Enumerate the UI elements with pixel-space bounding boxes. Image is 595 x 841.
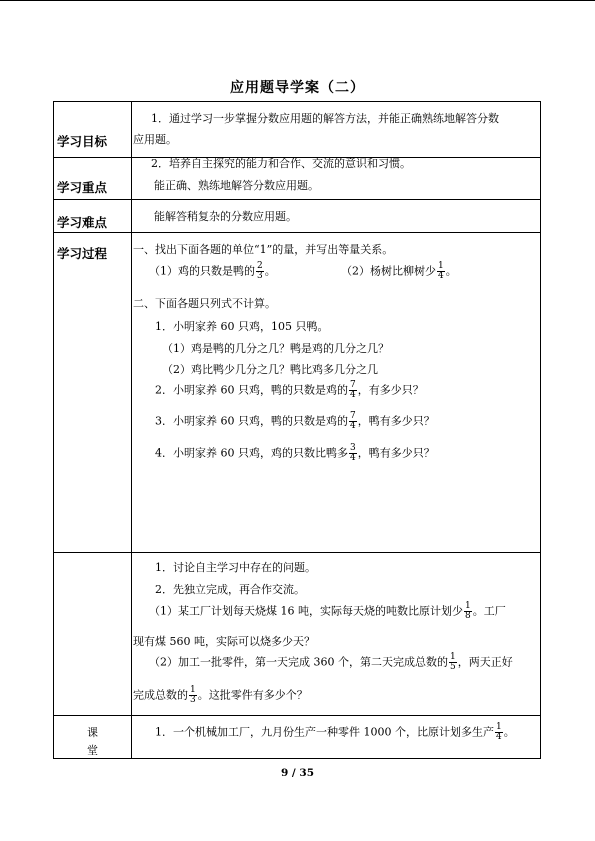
problem-2-tail: ，两天正好 [457,655,513,669]
section-1-heading: 一、找出下面各题的单位“1”的量，并写出等量关系。 [133,243,394,256]
difficulty-text: 能解答稍复杂的分数应用题。 [154,210,297,223]
row-divider [54,199,540,200]
s1-item-1: （1）鸡的只数是鸭的 $\frac{2}{3}$ 。 [149,261,276,281]
difficulty-label: 学习难点 [57,215,108,230]
top-border-line [0,0,595,1]
discussion-1: 1．讨论自主学习中存在的问题。 [155,561,316,574]
question-2 [155,381,424,400]
s1-item-1-text: （1）鸡的只数是鸭的 [149,264,255,278]
section-2-heading: 二、下面各题只列式不计算。 [133,297,276,310]
numerator: 2 [257,261,263,271]
problem-2 [149,653,513,672]
class-problem-1-tail: 。 [503,725,515,739]
column-divider [131,102,132,758]
key-point-text: 能正确、熟练地解答分数应用题。 [154,179,319,192]
fraction [464,602,472,621]
row-divider [54,552,540,553]
discussion-2: 2．先独立完成，再合作交流。 [155,583,305,596]
fraction [349,412,357,431]
class-label-1: 课 [87,726,98,739]
problem-1 [149,602,506,621]
denominator: 4 [438,271,444,281]
numerator: 1 [438,261,444,271]
question-1: 1．小明家养 60 只鸡，105 只鸭。 [155,320,329,333]
fraction [437,262,445,281]
question-4-tail: ，鸭有多少只？ [357,446,435,460]
problem-1-text: （1）某工厂计划每天烧煤 16 吨，实际每天烧的吨数比原计划少 [149,604,463,618]
question-3 [155,412,435,431]
problem-2-cont [133,686,308,705]
page-number: 9 / 35 [280,767,315,779]
denominator: 3 [257,271,263,281]
worksheet-table [53,101,541,759]
fraction [349,444,357,463]
goal-label: 学习目标 [57,134,108,149]
denominator: 4 [350,421,356,431]
problem-2-text: （2）加工一批零件，第一天完成 360 个，第二天完成总数的 [149,655,448,669]
problem-2-cont-tail: 。这批零件有多少个？ [197,688,308,702]
denominator: 4 [350,390,356,400]
goal-text-1a: 1．通过学习一步掌握分数应用题的解答方法，并能正确熟练地解答分数 [151,112,499,125]
question-4-text: 4．小明家养 60 只鸡，鸡的只数比鸭多 [155,446,348,460]
numerator: 7 [350,411,356,421]
s1-item-2-text: （2）杨树比柳树少 [341,264,436,278]
numerator: 1 [190,685,196,695]
denominator: 8 [465,611,471,621]
question-1-part-1: （1）鸡是鸭的几分之几？鸭是鸡的几分之几？ [162,342,389,355]
goal-text-2: 2．培养自主探究的能力和合作、交流的意识和习惯。 [151,157,411,170]
numerator: 1 [465,601,471,611]
fraction [189,686,197,705]
numerator: 7 [350,380,356,390]
fraction [349,381,357,400]
problem-2-cont-text: 完成总数的 [133,688,188,702]
denominator: 5 [450,662,456,672]
question-4 [155,444,435,463]
problem-1-cont: 现有煤 560 吨，实际可以烧多少天？ [133,635,315,648]
s1-item-2: （2）杨树比柳树少 $\frac{1}{4}$ 。 [341,261,457,281]
question-3-text: 3．小明家养 60 只鸡，鸭的只数是鸡的 [155,414,348,428]
question-1-part-2: （2）鸡比鸭少几分之几？鸭比鸡多几分之几 [162,363,378,376]
page-title: 应用题导学案（二） [230,80,365,96]
key-point-label: 学习重点 [57,180,108,195]
row-divider [54,715,540,716]
denominator: 4 [495,732,502,742]
goal-text-1b: 应用题。 [133,133,177,146]
fraction [256,262,264,281]
question-2-text: 2．小明家养 60 只鸡，鸭的只数是鸡的 [155,383,348,397]
denominator: 4 [350,453,356,463]
question-2-tail: ，有多少只？ [357,383,424,397]
numerator: 1 [450,652,456,662]
row-divider [54,232,540,233]
numerator: 1 [495,722,502,732]
process-label: 学习过程 [57,246,108,261]
problem-1-tail: 。工厂 [472,604,506,618]
question-3-tail: ，鸭有多少只？ [357,414,435,428]
numerator: 3 [350,443,356,453]
class-problem-1 [155,723,515,742]
class-label-2: 堂 [87,744,98,757]
denominator: 3 [190,695,196,705]
class-problem-1-text: 1．一个机械加工厂，九月份生产一种零件 1000 个，比原计划多生产 [155,725,494,739]
fraction [495,723,503,742]
fraction [449,653,457,672]
